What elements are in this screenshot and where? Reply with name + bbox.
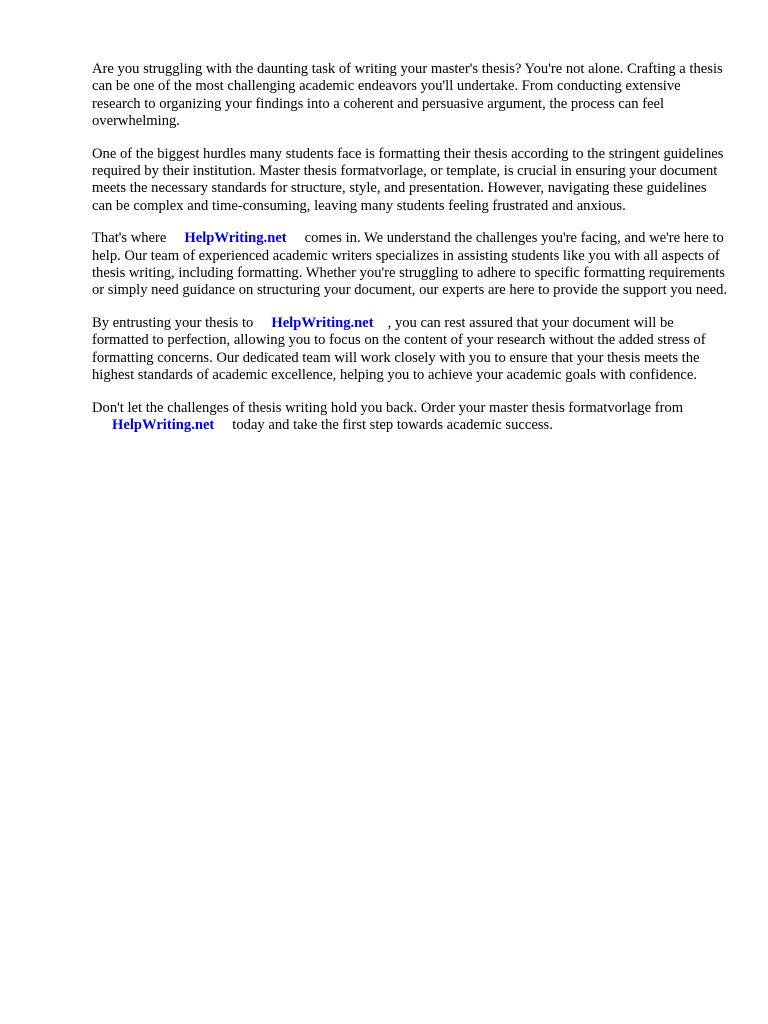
paragraph-service-text-before: That's where [92,230,167,247]
paragraph-intro [92,61,728,131]
helpwriting-link-1[interactable]: HelpWriting.net [184,230,287,247]
helpwriting-link-3[interactable]: HelpWriting.net [112,416,215,433]
paragraph-entrust-text-after: , you can rest assured that your document will be formatted to perfection, allowing you to focus on the content of your research without the added stress of formatting concerns. Our dedicated team will work closely with you to ensure that your thesis meets the highest standards of academic excellence, helping you to achieve your academic goals with confidence. [92,314,706,384]
paragraph-intro-text: Are you struggling with the daunting task of writing your master's thesis? You're not alone. Crafting a thesis can be one of the most challenging academic endeavors you'll undertake. From conducting extensive research to organizing your findings into a coherent and persuasive argument, the process can feel overwhelming. [92,61,723,130]
paragraph-formatting [92,146,728,216]
paragraph-closing-text-before: Don't let the challenges of thesis writing hold you back. Order your master thesis formatvorlage from [92,399,684,416]
paragraph-service-text-after: comes in. We understand the challenges you're facing, and we're here to help. Our team of experienced academic writers specializes in assisting students like you with all aspects of thesis writing, including formatting. Whether you're struggling to adhere to specific formatting requirements or simply need guidance on structuring your document, our experts are here to provide the support you need. [92,230,728,299]
paragraph-closing [92,400,728,435]
paragraph-formatting-text: One of the biggest hurdles many students face is formatting their thesis according to the stringent guidelines required by their institution. Master thesis formatvorlage, or template, is crucial in ensuring your document meets the necessary standards for structure, style, and presentation. However, navigating these guidelines can be complex and time-consuming, leaving many students feeling frustrated and anxious. [92,145,724,214]
paragraph-entrust-text-before: By entrusting your thesis to [92,314,254,331]
paragraph-service [92,230,728,300]
paragraph-closing-text-after: today and take the first step towards academic success. [232,416,553,433]
paragraph-entrust [92,315,728,385]
helpwriting-link-2[interactable]: HelpWriting.net [271,314,374,331]
